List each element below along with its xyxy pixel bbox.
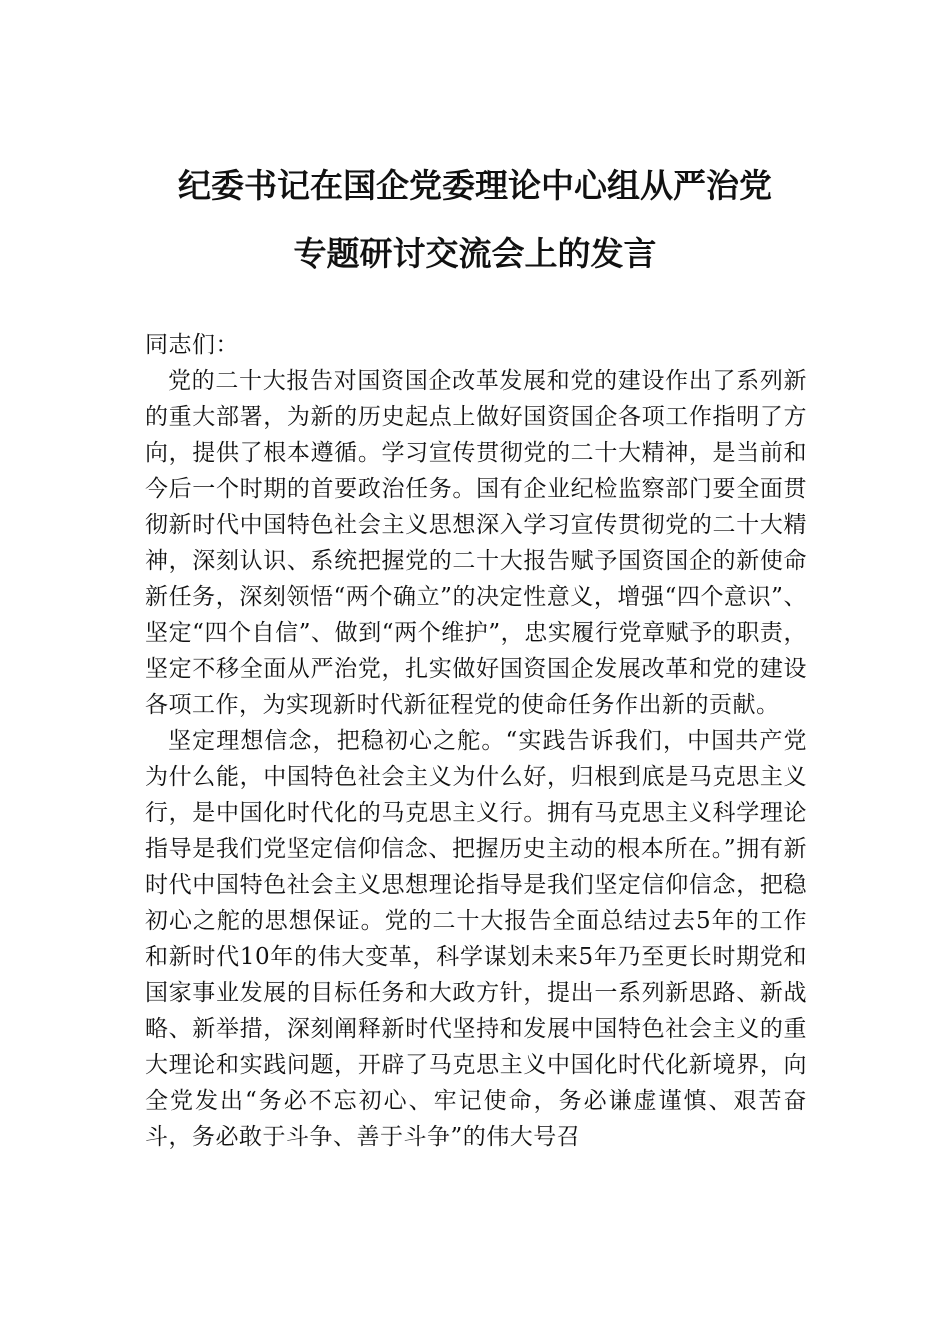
paragraph-2: 坚定理想信念，把稳初心之舵。“实践告诉我们，中国共产党为什么能，中国特色社会主义为什么好，归根到底是马克思主义行，是中国化时代化的马克思主义行。拥有马克思主义科学理论指导是我们党坚定信仰信念、把握历史主动的根本所在。”拥有新时代中国特色社会主义思想理论指导是我们坚定信仰信念，把稳初心之舵的思想保证。党的二十大报告全面总结过去5年的工作和新时代10年的伟大变革，科学谋划未来5年乃至更长时期党和国家事业发展的目标任务和大政方针，提出一系列新思路、新战略、新举措，深刻阐释新时代坚持和发展中国特色社会主义的重大理论和实践问题，开辟了马克思主义中国化时代化新境界，向全党发出“务必不忘初心、牢记使命，务必谦虚谨慎、艰苦奋斗，务必敢于斗争、善于斗争”的伟大号召 [145, 728, 807, 1150]
document-body [145, 327, 807, 1155]
paragraph-1: 党的二十大报告对国资国企改革发展和党的建设作出了系列新的重大部署，为新的历史起点上做好国资国企各项工作指明了方向，提供了根本遵循。学习宣传贯彻党的二十大精神，是当前和今后一个时期的首要政治任务。国有企业纪检监察部门要全面贯彻新时代中国特色社会主义思想深入学习宣传贯彻党的二十大精神，深刻认识、系统把握党的二十大报告赋予国资国企的新使命新任务，深刻领悟“两个确立”的决定性意义，增强“四个意识”、坚定“四个自信”、做到“两个维护”，忠实履行党章赋予的职责，坚定不移全面从严治党，扎实做好国资国企发展改革和党的建设各项工作，为实现新时代新征程党的使命任务作出新的贡献。 [145, 368, 807, 718]
salutation: 同志们： [145, 332, 239, 358]
document-title-line-2: 专题研讨交流会上的发言 [293, 234, 657, 273]
document-title-line-1: 纪委书记在国企党委理论中心组从严治党 [178, 166, 772, 205]
